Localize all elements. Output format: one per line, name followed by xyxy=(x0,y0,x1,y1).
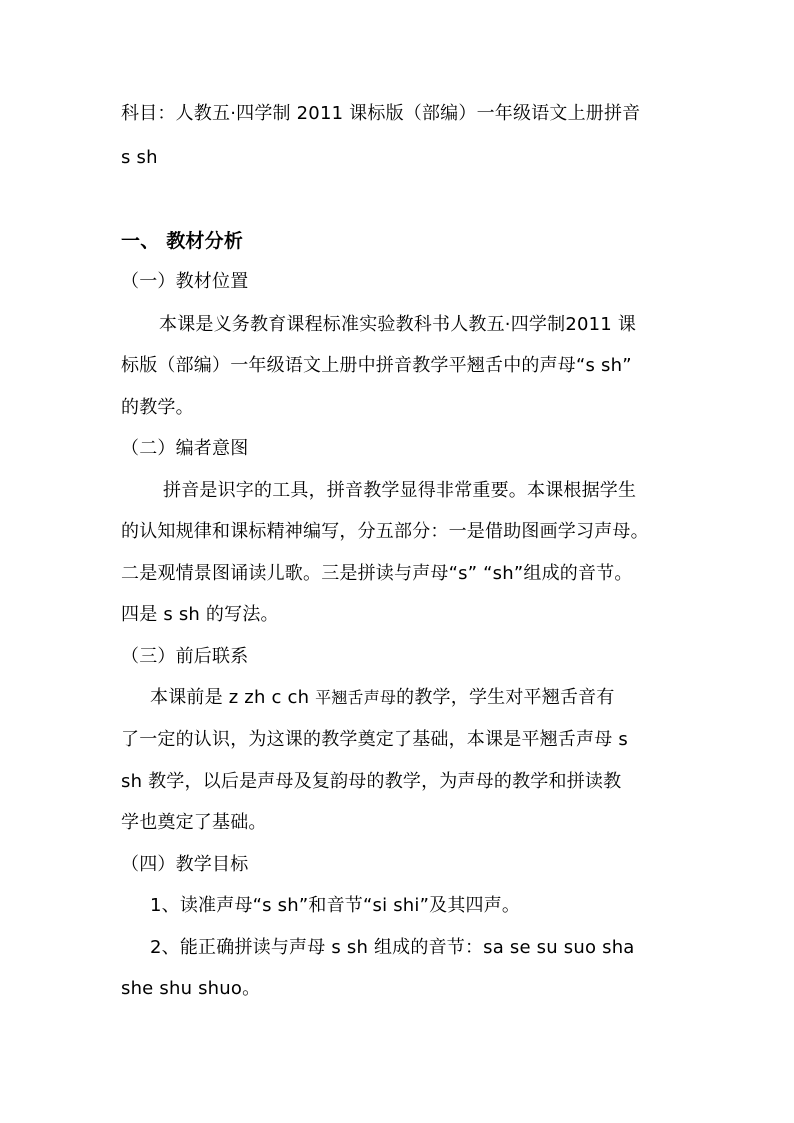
paragraph-line: 本课是义务教育课程标准实验教科书人教五·四学制2011 课 xyxy=(159,314,637,335)
paragraph-line: 拼音是识字的工具，拼音教学显得非常重要。本课根据学生 xyxy=(163,480,637,501)
goal-item-2-continued: she shu shuo。 xyxy=(121,978,261,999)
goal-item-1: 1、读准声母“s sh”和音节“si shi”及其四声。 xyxy=(150,895,521,916)
paragraph-line: 的认知规律和课标精神编写，分五部分：一是借助图画学习声母。 xyxy=(121,521,649,542)
goal-item-2: 2、能正确拼读与声母 s sh 组成的音节：sa se su suo sha xyxy=(150,937,635,958)
subsection-title-teaching-goals: （四）教学目标 xyxy=(121,854,249,875)
paragraph-text: 的教学，学生对平翘舌音有 xyxy=(396,687,615,708)
paragraph-text: 本课前是 z zh c ch xyxy=(150,687,316,708)
paragraph-line: sh 教学，以后是声母及复韵母的教学，为声母的教学和拼读教 xyxy=(121,771,622,792)
paragraph-line: 二是观情景图诵读儿歌。三是拼读与声母“s” “sh”组成的音节。 xyxy=(121,563,633,584)
paragraph-line xyxy=(150,686,710,710)
section-title-teaching-material-analysis: 一、 教材分析 xyxy=(121,230,244,252)
paragraph-line: 标版（部编）一年级语文上册中拼音教学平翘舌中的声母“s sh” xyxy=(121,355,632,376)
paragraph-line: 了一定的认识，为这课的教学奠定了基础，本课是平翘舌声母 s xyxy=(121,729,628,750)
paragraph-line: 的教学。 xyxy=(121,397,194,418)
subsection-title-editor-intent: （二）编者意图 xyxy=(121,438,249,459)
subject-line-2: s sh xyxy=(121,147,158,168)
paragraph-line: 四是 s sh 的写法。 xyxy=(121,604,279,625)
subsection-title-context: （三）前后联系 xyxy=(121,646,249,667)
paragraph-inline-text: 平翘舌声母 xyxy=(315,688,397,707)
subject-line-1: 科目：人教五·四学制 2011 课标版（部编）一年级语文上册拼音 xyxy=(121,103,641,124)
subsection-title-material-position: （一）教材位置 xyxy=(121,271,249,292)
paragraph-line: 学也奠定了基础。 xyxy=(121,812,267,833)
